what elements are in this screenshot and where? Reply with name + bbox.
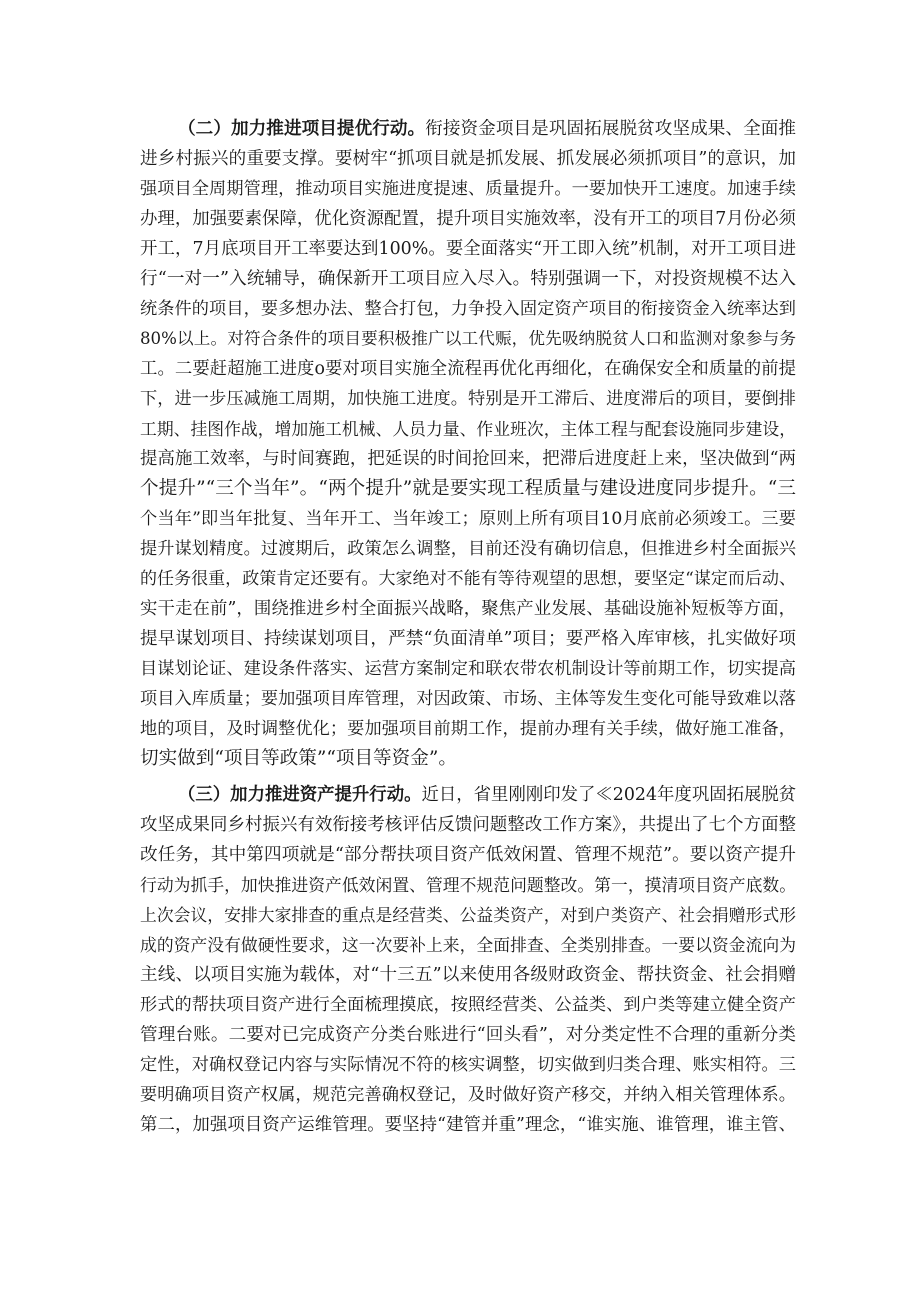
paragraph-line: 下，进一步压减施工周期，加快施工进度。特别是开工滞后、进度滞后的项目，要倒排 bbox=[140, 389, 796, 409]
paragraph-line: 目谋划论证、建设条件落实、运营方案制定和联农带农机制设计等前期工作，切实提高 bbox=[140, 659, 796, 679]
paragraph-line: 定性，对确权登记内容与实际情况不符的核实调整，切实做到归类合理、账实相符。三 bbox=[140, 1055, 796, 1075]
paragraph-line: 成的资产没有做硬性要求，这一次要补上来，全面排查、全类别排查。一要以资金流向为 bbox=[140, 935, 796, 955]
paragraph-line: 实干走在前”，围绕推进乡村全面振兴战略，聚焦产业发展、基础设施补短板等方面， bbox=[140, 599, 796, 619]
paragraph-line: 要明确项目资产权属，规范完善确权登记，及时做好资产移交，并纳入相关管理体系。 bbox=[140, 1085, 796, 1105]
paragraph-line: 形式的帮扶项目资产进行全面梳理摸底，按照经营类、公益类、到户类等建立健全资产 bbox=[140, 995, 796, 1015]
paragraph-line: 地的项目，及时调整优化；要加强项目前期工作，提前办理有关手续，做好施工准备， bbox=[140, 719, 796, 739]
paragraph-line: 行动为抓手，加快推进资产低效闲置、管理不规范问题整改。第一，摸清项目资产底数。 bbox=[140, 875, 796, 895]
paragraph-line: 工期、挂图作战，增加施工机械、人员力量、作业班次，主体工程与配套设施同步建设， bbox=[140, 419, 796, 439]
paragraph-line: （三）加力推进资产提升行动。近日，省里刚刚印发了≪2024年度巩固拓展脱贫 bbox=[178, 785, 796, 805]
paragraph-line: 80%以上。对符合条件的项目要积极推广以工代赈，优先吸纳脱贫人口和监测对象参与务 bbox=[140, 329, 796, 348]
paragraph-line: 上次会议，安排大家排查的重点是经营类、公益类资产，对到户类资产、社会捐赠形式形 bbox=[140, 905, 796, 925]
paragraph-line: 工。二要赶超施工进度o要对项目实施全流程再优化再细化，在确保安全和质量的前提 bbox=[140, 359, 796, 379]
paragraph-line: 攻坚成果同乡村振兴有效衔接考核评估反馈问题整改工作方案》，共提出了七个方面整 bbox=[140, 815, 796, 835]
paragraph-line: 办理，加强要素保障，优化资源配置，提升项目实施效率，没有开工的项目7月份必须 bbox=[140, 209, 796, 229]
paragraph-line: 提升谋划精度。过渡期后，政策怎么调整，目前还没有确切信息，但推进乡村全面振兴 bbox=[140, 539, 796, 559]
paragraph-line: 个提升”“三个当年”。“两个提升”就是要实现工程质量与建设进度同步提升。“三 bbox=[140, 478, 796, 499]
paragraph-line: 第二，加强项目资产运维管理。要坚持“建管并重”理念，“谁实施、谁管理，谁主管、 bbox=[140, 1115, 796, 1135]
paragraph-line: 改任务，其中第四项就是“部分帮扶项目资产低效闲置、管理不规范”。要以资产提升 bbox=[140, 845, 796, 865]
paragraph-line: 进乡村振兴的重要支撑。要树牢“抓项目就是抓发展、抓发展必须抓项目”的意识，加 bbox=[140, 149, 796, 169]
paragraph-line: 的任务很重，政策肯定还要有。大家绝对不能有等待观望的思想，要坚定“谋定而后动、 bbox=[140, 569, 796, 589]
paragraph-line: 管理台账。二要对已完成资产分类台账进行“回头看”，对分类定性不合理的重新分类 bbox=[140, 1025, 796, 1045]
paragraph-line: 切实做到“项目等政策”“项目等资金”。 bbox=[140, 748, 457, 769]
paragraph-line: 行“一对一”入统辅导，确保新开工项目应入尽入。特别强调一下，对投资规模不达入 bbox=[140, 269, 796, 289]
section-heading: （二）加力推进项目提优行动。 bbox=[178, 118, 426, 139]
paragraph-line: 开工，7月底项目开工率要达到100%。要全面落实“开工即入统”机制，对开工项目进 bbox=[140, 239, 796, 259]
section-heading: （三）加力推进资产提升行动。 bbox=[178, 785, 422, 805]
paragraph-line: 项目入库质量；要加强项目库管理，对因政策、市场、主体等发生变化可能导致难以落 bbox=[140, 689, 796, 709]
paragraph-line: 主线、以项目实施为载体，对“十三五”以来使用各级财政资金、帮扶资金、社会捐赠 bbox=[140, 965, 796, 985]
paragraph-line: 个当年”即当年批复、当年开工、当年竣工；原则上所有项目10月底前必须竣工。三要 bbox=[140, 509, 796, 529]
paragraph-line: 提早谋划项目、持续谋划项目，严禁“负面清单”项目；要严格入库审核，扎实做好项 bbox=[140, 629, 796, 649]
paragraph-line: 提高施工效率，与时间赛跑，把延误的时间抢回来，把滞后进度赶上来，坚决做到“两 bbox=[140, 449, 796, 469]
paragraph-line: 强项目全周期管理，推动项目实施进度提速、质量提升。一要加快开工速度。加速手续 bbox=[140, 179, 796, 199]
paragraph-line: 统条件的项目，要多想办法、整合打包，力争投入固定资产项目的衔接资金入统率达到 bbox=[140, 299, 796, 319]
paragraph-line: （二）加力推进项目提优行动。衔接资金项目是巩固拓展脱贫攻坚成果、全面推 bbox=[178, 118, 796, 139]
